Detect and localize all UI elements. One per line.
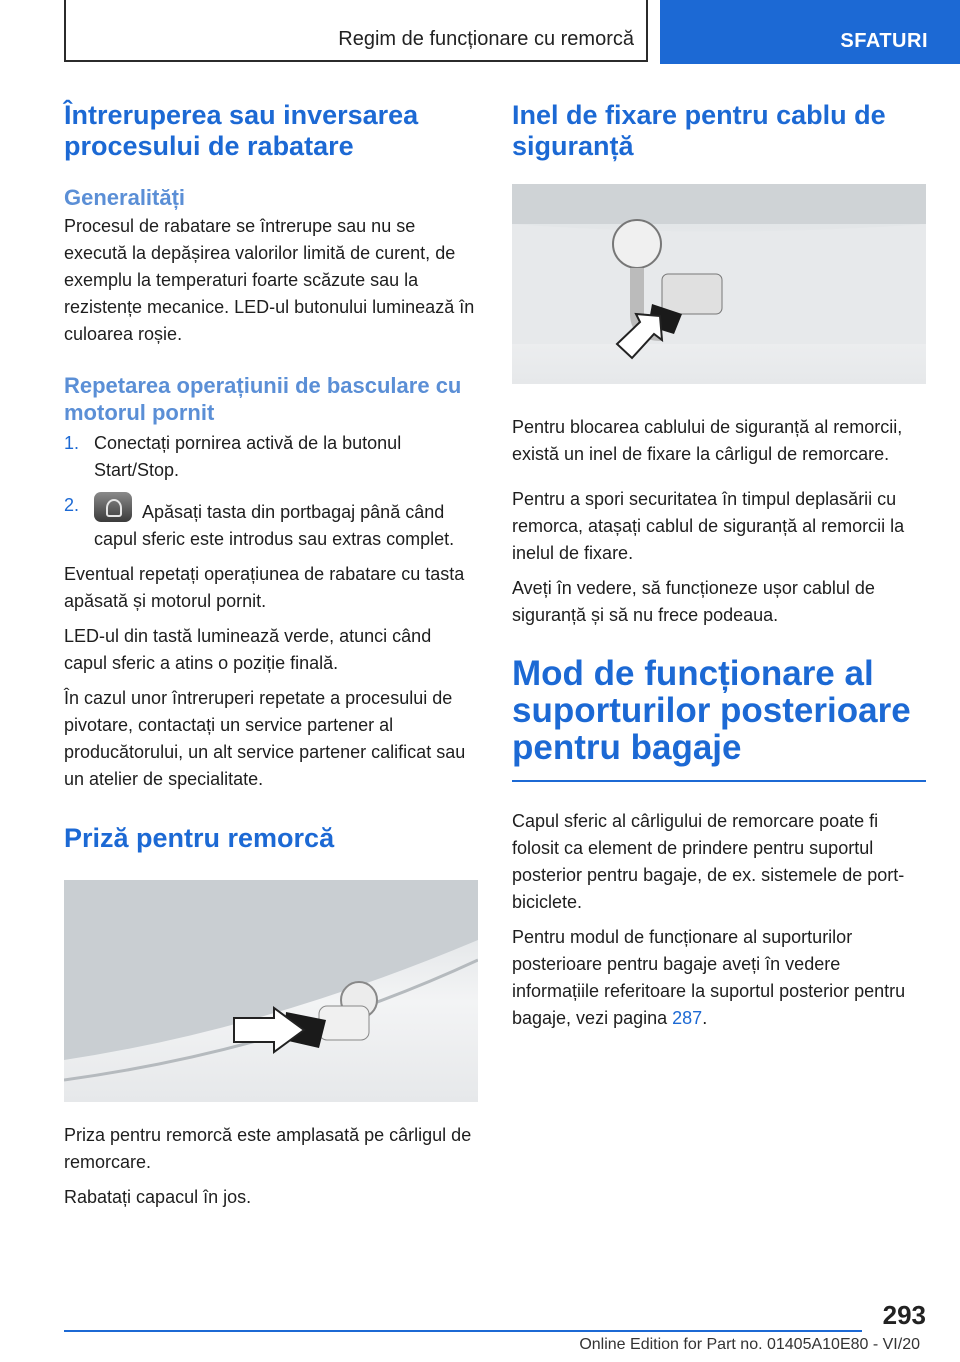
paragraph: În cazul unor întreruperi repetate a procesului de pivotare, contactați un service partener al producătorului, un alt service partener calificat sau un atelier de specialitate. xyxy=(64,688,466,789)
left-column xyxy=(64,100,478,1219)
paragraph: Priza pentru remorcă este amplasată pe cârligul de remorcare. xyxy=(64,1125,472,1172)
socket-illustration xyxy=(64,880,478,1102)
paragraph: Eventual repetați operațiunea de rabatare cu tasta apăsată și motorul pornit. xyxy=(64,564,465,611)
right-column xyxy=(512,100,926,1040)
list-number: 2. xyxy=(64,495,80,515)
section-title: Regim de funcționare cu remorcă xyxy=(338,28,634,50)
paragraph: LED-ul din tastă luminează verde, atunci când capul sferic a atins o poziție finală. xyxy=(64,626,432,673)
list-text: Conectați pornirea activă de la butonul Start/Stop. xyxy=(94,433,402,480)
section-tab[interactable] xyxy=(660,0,960,64)
paragraph: Pentru a spori securitatea în timpul deplasării cu remorca, atașați cablul de siguranță al remorcii la inelul de fixare. xyxy=(512,489,905,563)
heading-general: Generalități xyxy=(64,185,186,210)
heading-safety-ring: Inel de fixare pentru cablu de siguranță xyxy=(512,100,886,161)
safety-ring-illustration xyxy=(512,184,926,384)
paragraph: Pentru blocarea cablului de siguranță al remorcii, există un inel de fixare la cârligul de remorcare. xyxy=(512,417,903,464)
header-title-box xyxy=(64,0,648,62)
ring-drawing xyxy=(512,184,926,384)
heading-rule xyxy=(512,780,926,782)
paragraph xyxy=(512,924,926,1032)
paragraph: Aveți în vedere, să funcționeze ușor cablul de siguranță și să nu frece podeaua. xyxy=(512,578,875,625)
heading-interrupt: Întreruperea sau inversarea procesului de rabatare xyxy=(64,100,419,161)
list-item xyxy=(64,430,478,484)
list-text: Apăsați tasta din portbagaj până când capul sferic este introdus sau extras complet. xyxy=(94,502,455,549)
page-link[interactable]: 287 xyxy=(672,1008,703,1028)
paragraph-end: . xyxy=(702,1008,708,1028)
tailgate-button-icon xyxy=(94,492,132,522)
page-number: 293 xyxy=(882,1300,926,1330)
paragraph: Capul sferic al cârligului de remorcare poate fi folosit ca element de prindere pentru suportul posterior pentru bagaje, de ex. sistemele de port-biciclete. xyxy=(512,811,905,912)
socket-drawing xyxy=(64,880,478,1102)
section-tab-label: SFATURI xyxy=(840,30,928,52)
list-item xyxy=(64,492,478,553)
heading-bike-rack: Mod de funcționare al suporturilor posterioare pentru bagaje xyxy=(512,654,911,767)
heading-socket: Priză pentru remorcă xyxy=(64,823,335,853)
paragraph-text: Pentru modul de funcționare al suporturilor posterioare pentru bagaje aveți în vedere informațiile referitoare la suportul posterior pentru bagaje, vezi pagina xyxy=(512,927,906,1028)
list-number: 1. xyxy=(64,433,80,453)
paragraph: Rabatați capacul în jos. xyxy=(64,1187,252,1207)
heading-repeat: Repetarea operațiunii de basculare cu motorul pornit xyxy=(64,373,462,425)
general-text: Procesul de rabatare se întrerupe sau nu se execută la depășirea valorilor limită de curent, de exemplu la temperaturi foarte scăzute sau la rezistențe mecanice. LED-ul butonului luminează în culoarea roșie. xyxy=(64,216,475,344)
footer-edition: Online Edition for Part no. 01405A10E80 - VI/20 xyxy=(579,1336,920,1353)
footer-rule xyxy=(64,1330,862,1332)
